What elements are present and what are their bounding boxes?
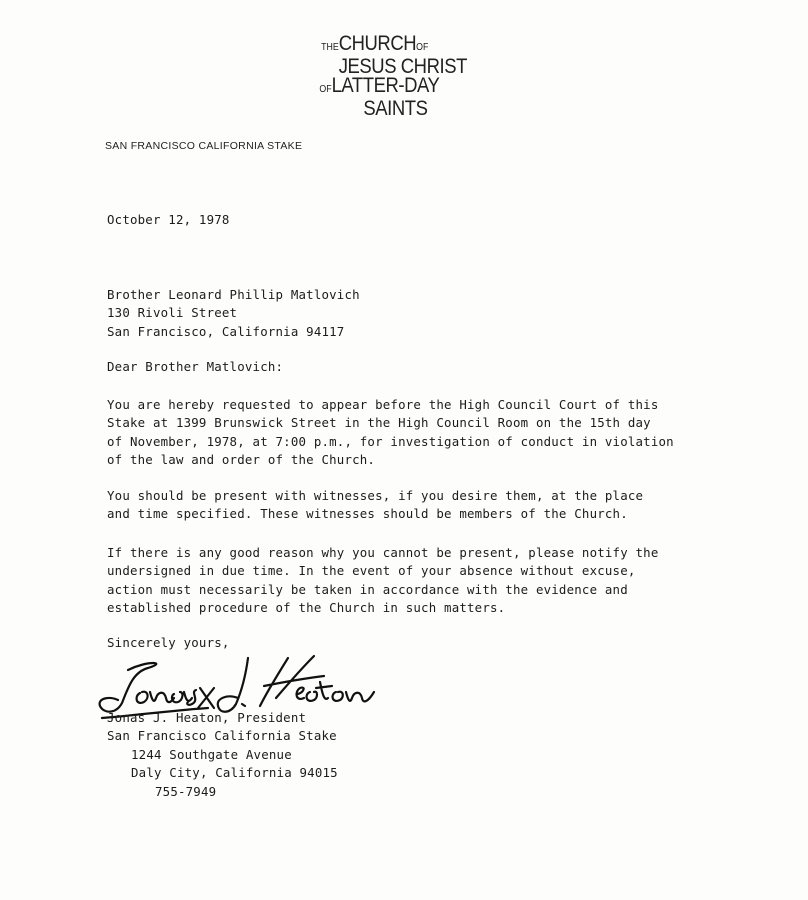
salutation: Dear Brother Matlovich: <box>107 359 284 374</box>
church-letterhead-logo <box>300 34 476 118</box>
signer-street: 1244 Southgate Avenue <box>131 746 292 762</box>
paragraph-line: established procedure of the Church in such matters. <box>107 600 506 616</box>
recipient-address <box>107 286 360 341</box>
recipient-city: San Francisco, California 94117 <box>107 323 345 339</box>
letter-date: October 12, 1978 <box>107 212 230 227</box>
signer-phone: 755-7949 <box>155 783 217 799</box>
paragraph-line: You are hereby requested to appear before the High Council Court of this <box>107 397 659 412</box>
paragraph-line: If there is any good reason why you cannot be present, please notify the <box>107 545 659 560</box>
paragraph-line: You should be present with witnesses, if you desire them, at the place <box>107 488 644 503</box>
paragraph-line: of November, 1978, at 7:00 p.m., for investigation of conduct in violation <box>107 433 674 449</box>
paragraph-line: and time specified. These witnesses should be members of the Church. <box>107 506 628 522</box>
signer-block <box>107 709 338 801</box>
paragraph-line: action must necessarily be taken in accordance with the evidence and <box>107 581 628 597</box>
letterhead-line-4: SAINTS <box>363 97 428 120</box>
signer-name-title: Jonas J. Heaton, President <box>107 710 307 725</box>
letterhead-line-1: THECHURCHOF <box>321 32 429 55</box>
paragraph-2 <box>107 487 643 524</box>
signer-stake: San Francisco California Stake <box>107 728 337 744</box>
letterhead-line-2: JESUS CHRIST <box>338 55 467 78</box>
recipient-name: Brother Leonard Phillip Matlovich <box>107 287 360 302</box>
stake-name-header: SAN FRANCISCO CALIFORNIA STAKE <box>105 140 303 152</box>
paragraph-line: undersigned in due time. In the event of your absence without excuse, <box>107 563 636 579</box>
letterhead-line-3: OFLATTER-DAY <box>319 74 440 97</box>
paragraph-3 <box>107 544 659 618</box>
recipient-street: 130 Rivoli Street <box>107 305 238 321</box>
paragraph-line: of the law and order of the Church. <box>107 452 376 468</box>
paragraph-line: Stake at 1399 Brunswick Street in the High Council Room on the 15th day <box>107 415 651 431</box>
paragraph-1 <box>107 396 674 470</box>
signer-city: Daly City, California 94015 <box>131 765 338 781</box>
closing: Sincerely yours, <box>107 635 230 650</box>
